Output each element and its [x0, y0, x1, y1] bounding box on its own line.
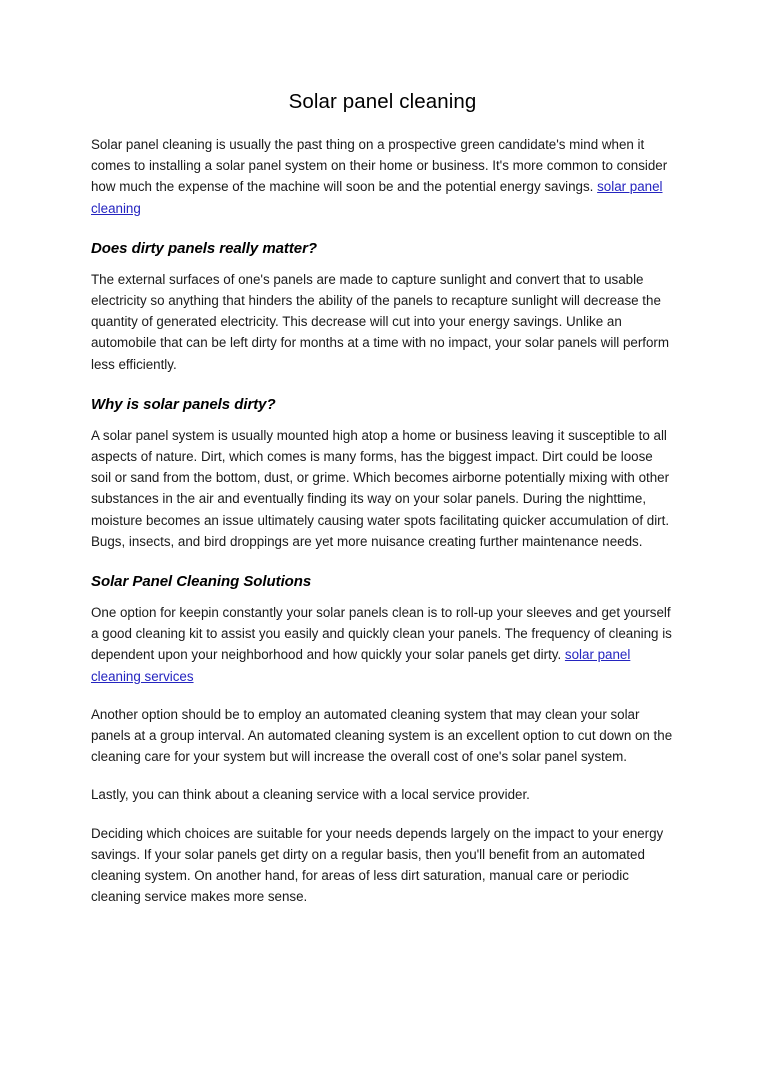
inline-link[interactable]: solar panel cleaning services	[91, 647, 631, 684]
paragraph-text: Deciding which choices are suitable for your needs depends largely on the impact to your energy savings. If your solar panels get dirty on a regular basis, then you'll benefit from an automated cleaning system. On another hand, for areas of less dirt saturation, manual care or periodic cleaning service makes more sense.	[91, 825, 664, 905]
document-body	[91, 134, 674, 907]
inline-link[interactable]: solar panel cleaning	[91, 179, 663, 216]
paragraph-automated-cleaning-system	[91, 704, 674, 768]
paragraph-text: The external surfaces of one's panels are made to capture sunlight and convert that to usable electricity so anything that hinders the ability of the panels to recapture sunlight will decrease the quantity of generated electricity. This decrease will cut into your energy savings. Unlike an automobile that can be left dirty for months at a time with no impact, your solar panels will perform less efficiently.	[91, 271, 670, 372]
intro-paragraph	[91, 134, 674, 219]
page-title: Solar panel cleaning	[288, 90, 477, 113]
paragraph-text: Lastly, you can think about a cleaning service with a local service provider.	[91, 787, 530, 803]
paragraph-text: Solar panel cleaning is usually the past thing on a prospective green candidate's mind when it comes to installing a solar panel system on their home or business. It's more common to consider how much the expense of the machine will soon be and the potential energy savings.	[91, 137, 668, 195]
heading-solar-panel-cleaning-solutions: Solar Panel Cleaning Solutions	[91, 573, 312, 591]
paragraph-lastly-local-service	[91, 784, 674, 805]
paragraph-text: A solar panel system is usually mounted high atop a home or business leaving it susceptible to all aspects of nature. Dirt, which comes is many forms, has the biggest impact. Dirt could be loose soil or sand from the bottom, dust, or grime. Which becomes airborne potentially mixing with other substances in the air and eventually finding its way on your solar panels. During the nighttime, moisture becomes an issue ultimately causing water spots facilitating quicker accumulation of dirt. Bugs, insects, and bird droppings are yet more nuisance creating further maintenance needs.	[91, 427, 670, 549]
paragraph-text: Another option should be to employ an automated cleaning system that may clean your solar panels at a group interval. An automated cleaning system is an excellent option to cut down on the cleaning care for your system but will increase the overall cost of one's solar panel system.	[91, 706, 673, 765]
paragraph-text: One option for keepin constantly your solar panels clean is to roll-up your sleeves and get yourself a good cleaning kit to assist you easily and quickly clean your panels. The frequency of cleaning is dependent upon your neighborhood and how quickly your solar panels get dirty.	[91, 605, 672, 663]
paragraph-one-option-keepin	[91, 602, 674, 687]
paragraph-external-surfaces	[91, 269, 674, 375]
paragraph-deciding-which-choices	[91, 823, 674, 908]
paragraph-mounted-high-atop	[91, 425, 674, 552]
heading-does-dirty-panels-really-matter: Does dirty panels really matter?	[91, 239, 317, 257]
heading-why-is-solar-panels-dirty: Why is solar panels dirty?	[91, 395, 276, 413]
